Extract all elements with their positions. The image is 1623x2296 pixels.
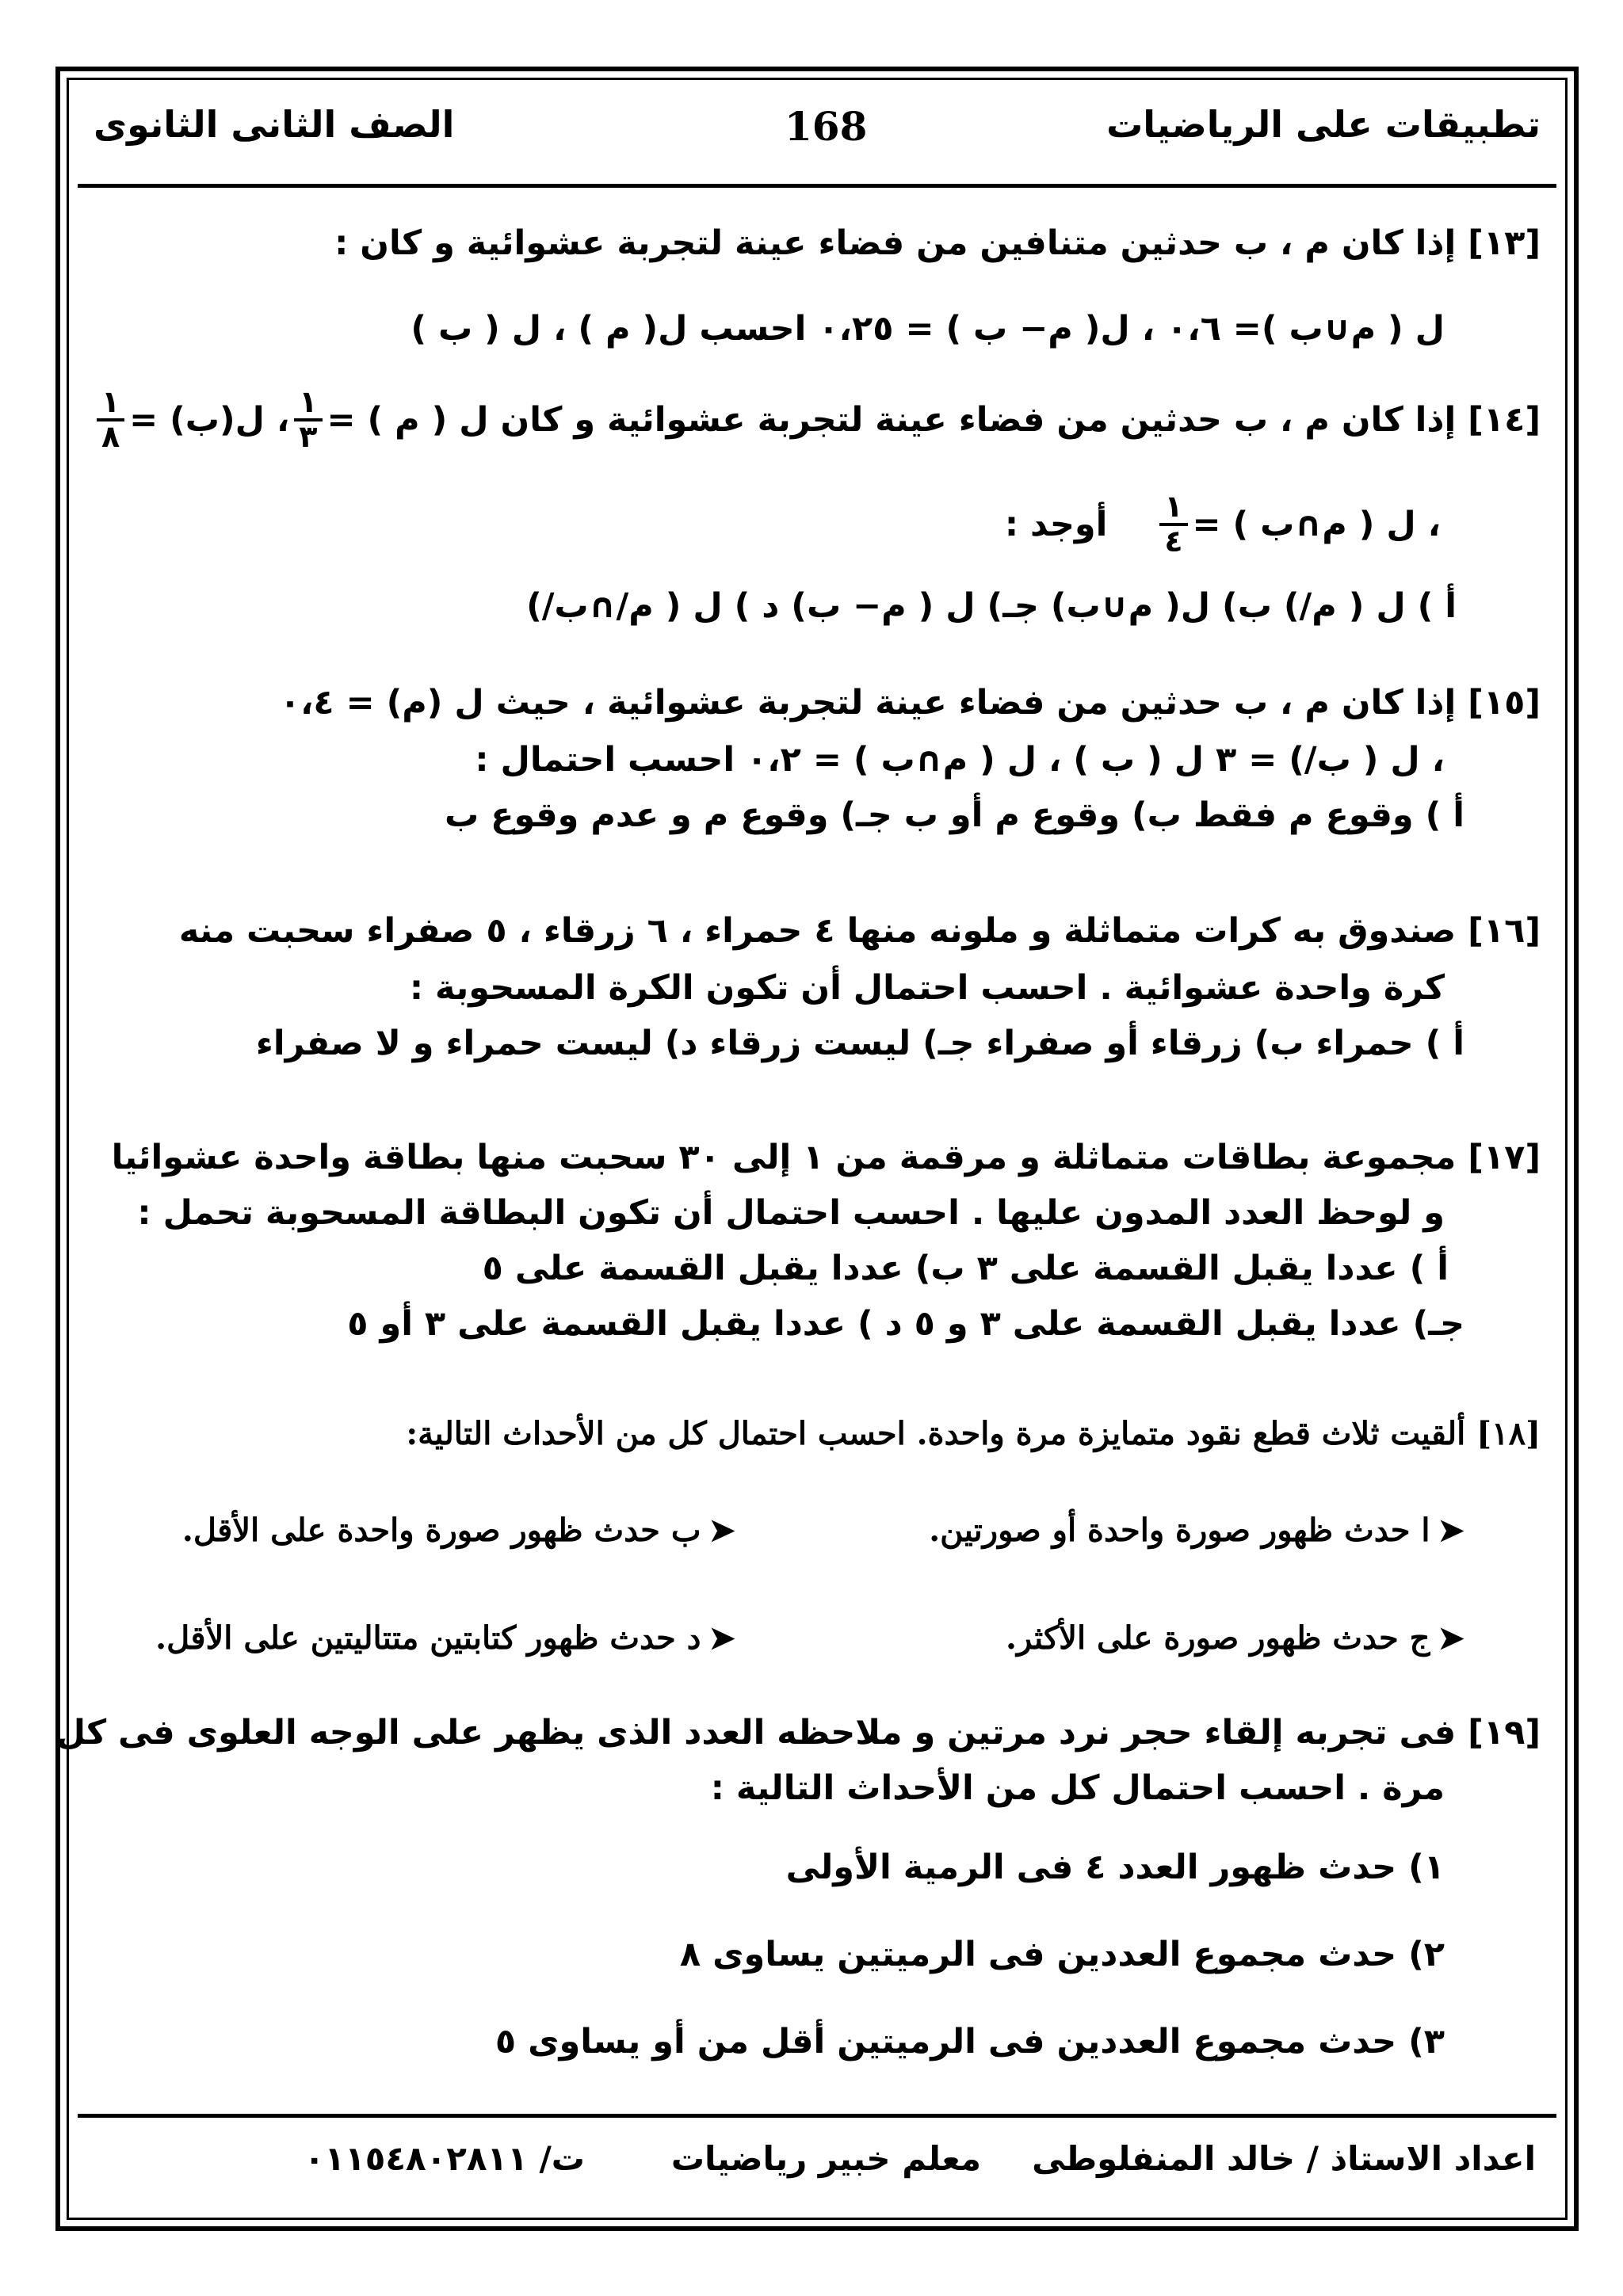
problem-19-item-1: ١) حدث ظهور العدد ٤ فى الرمية الأولى <box>785 1848 1445 1887</box>
bullet-arrow-icon: ➤ <box>708 1619 735 1657</box>
problem-14-find: أوجد : <box>1004 504 1108 544</box>
problem-17-line4: جـ) عددا يقبل القسمة على ٣ و ٥ د ) عددا يقبل القسمة على ٣ أو ٥ <box>347 1304 1465 1344</box>
fraction-denominator: ٤ <box>1164 523 1183 559</box>
problem-18-item-b-text: ب حدث ظهور صورة واحدة على الأقل. <box>181 1512 701 1549</box>
header-grade: الصف الثانى الثانوى <box>94 103 455 146</box>
problem-14-line2 <box>1005 491 1441 558</box>
problem-17-line3: أ ) عددا يقبل القسمة على ٣ ب) عددا يقبل القسمة على ٥ <box>482 1249 1449 1288</box>
problem-17-line1: [١٧] مجموعة بطاقات متماثلة و مرقمة من ١ إلى ٣٠ سحبت منها بطاقة واحدة عشوائيا <box>111 1138 1541 1177</box>
fraction-denominator: ٨ <box>101 418 120 454</box>
problem-18-item-d <box>155 1619 735 1657</box>
problem-15-line2: ، ل ( ب/) = ٣ ل ( ب ) ، ل ( م∩ب ) = ٠،٢ احسب احتمال : <box>475 740 1445 780</box>
fraction-one-third <box>294 384 322 454</box>
problem-19-line1: [١٩] فى تجربه إلقاء حجر نرد مرتين و ملاحظه العدد الذى يظهر على الوجه العلوى فى كل <box>55 1713 1541 1753</box>
problem-19-item-3: ٣) حدث مجموع العددين فى الرميتين أقل من أو يساوى ٥ <box>495 2022 1445 2061</box>
problem-16-line2: كرة واحدة عشوائية . احسب احتمال أن تكون الكرة المسحوبة : <box>409 968 1445 1008</box>
problem-13-line1: [١٣] إذا كان م ، ب حدثين متنافين من فضاء عينة لتجربة عشوائية و كان : <box>334 223 1541 263</box>
fraction-one-eighth <box>97 384 124 454</box>
problem-14-mid: ، ل(ب) = <box>129 399 290 440</box>
problem-14-line1 <box>92 384 1541 454</box>
problem-19-item-2: ٢) حدث مجموع العددين فى الرميتين يساوى ٨ <box>679 1935 1445 1974</box>
fraction-numerator: ١ <box>97 387 124 421</box>
footer-author: اعداد الاستاذ / خالد المنفلوطى <box>1032 2139 1536 2178</box>
problem-14-text: [١٤] إذا كان م ، ب حدثين من فضاء عينة لتجربة عشوائية و كان ل ( م ) = <box>327 399 1541 440</box>
problem-17-line2: و لوحظ العدد المدون عليها . احسب احتمال أن تكون البطاقة المسحوبة تحمل : <box>137 1193 1445 1233</box>
problem-15-line1: [١٥] إذا كان م ، ب حدثين من فضاء عينة لتجربة عشوائية ، حيث ل (م) = ٠،٤ <box>279 683 1541 723</box>
problem-18-item-b <box>182 1512 735 1549</box>
problem-14-line2-text: ، ل ( م∩ب ) = <box>1192 504 1441 544</box>
footer-title: معلم خبير رياضيات <box>670 2139 981 2178</box>
problem-18-item-a <box>929 1512 1465 1549</box>
problem-18-line1: [١٨] ألقيت ثلاث قطع نقود متمايزة مرة واحدة. احسب احتمال كل من الأحداث التالية: <box>406 1415 1541 1452</box>
problem-16-line1: [١٦] صندوق به كرات متماثلة و ملونه منها ٤ حمراء ، ٦ زرقاء ، ٥ صفراء سحبت منه <box>178 911 1541 951</box>
problem-18-item-c-text: ج حدث ظهور صورة على الأكثر. <box>1006 1619 1430 1657</box>
problem-16-line3: أ ) حمراء ب) زرقاء أو صفراء جـ) ليست زرقاء د) ليست حمراء و لا صفراء <box>255 1024 1465 1063</box>
footer-phone: ت/ ٠١١٥٤٨٠٢٨١١ <box>304 2139 585 2178</box>
problem-18-item-d-text: د حدث ظهور كتابتين متتاليتين على الأقل. <box>155 1619 701 1657</box>
problem-14-parts: أ ) ل ( م/) ب) ل( م∪ب) جـ) ل ( م− ب) د ) ل ( م/∩ب/) <box>526 586 1457 626</box>
problem-13-line2: ل ( م∪ب )= ٠،٦ ، ل( م− ب ) = ٠،٢٥ احسب ل( م ) ، ل ( ب ) <box>411 309 1445 349</box>
fraction-numerator: ١ <box>1159 491 1187 526</box>
header-rule <box>78 184 1556 188</box>
fraction-one-quarter <box>1159 491 1187 558</box>
problem-18-item-a-text: ا حدث ظهور صورة واحدة أو صورتين. <box>929 1512 1430 1549</box>
footer-rule <box>78 2114 1556 2118</box>
fraction-denominator: ٣ <box>299 418 318 454</box>
problem-15-line3: أ ) وقوع م فقط ب) وقوع م أو ب جـ) وقوع م و عدم وقوع ب <box>444 795 1465 835</box>
problem-19-line2: مرة . احسب احتمال كل من الأحداث التالية : <box>710 1768 1445 1808</box>
problem-18-item-c <box>1006 1619 1465 1657</box>
bullet-arrow-icon: ➤ <box>1438 1512 1465 1549</box>
fraction-numerator: ١ <box>294 387 322 421</box>
bullet-arrow-icon: ➤ <box>1438 1619 1465 1657</box>
header-subject: تطبيقات على الرياضيات <box>1106 103 1541 146</box>
page-number: 168 <box>785 103 868 150</box>
bullet-arrow-icon: ➤ <box>708 1512 735 1549</box>
